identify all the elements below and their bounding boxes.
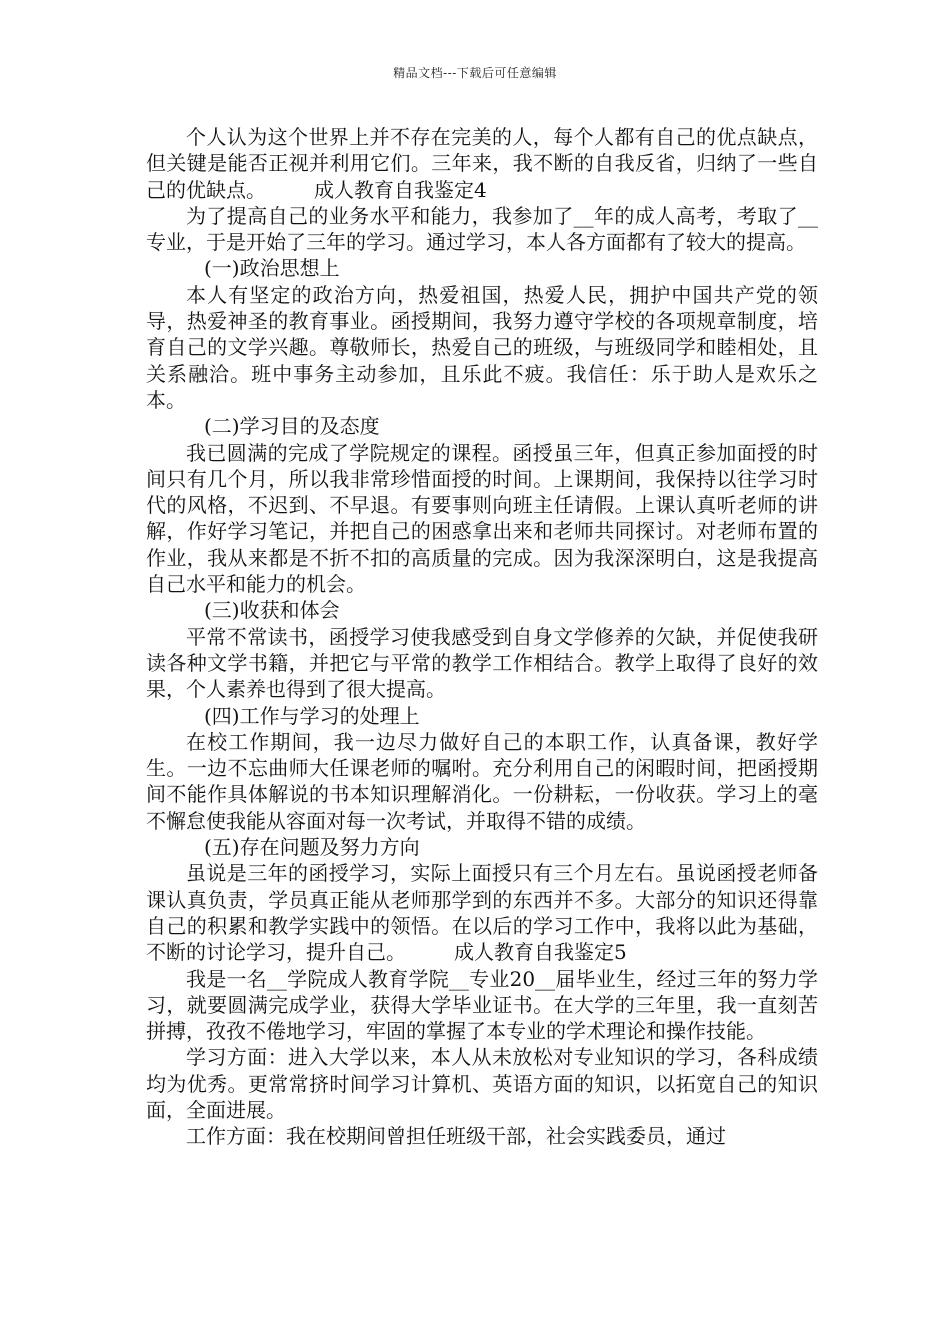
heading-work-study: (四)工作与学习的处理上 [204,703,420,728]
document-body [146,124,818,1150]
paragraph-graduate: 我是一名__学院成人教育学院__专业20__届毕业生，经过三年的努力学习，就要圆满完成学业，获得大学毕业证书。在大学的三年里，我一直刻苦拼搏，孜孜不倦地学习，牢固的掌握了本专业的学术理论和操作技能。 [146,966,818,1044]
heading-problems: (五)存在问题及努力方向 [204,835,420,860]
paragraph-politics: 本人有坚定的政治方向，热爱祖国，热爱人民，拥护中国共产党的领导，热爱神圣的教育事业。函授期间，我努力遵守学校的各项规章制度，培育自己的文学兴趣。尊敬师长，热爱自己的班级，与班级同学和睦相处，且关系融洽。班中事务主动参加，且乐此不疲。我信任：乐于助人是欢乐之本。 [146,282,818,412]
paragraph-problems [146,860,818,965]
heading-study-attitude: (二)学习目的及态度 [204,414,380,439]
paragraph-work-study: 在校工作期间，我一边尽力做好自己的本职工作，认真备课，教好学生。一边不忘曲师大任课老师的嘱咐。充分利用自己的闲暇时间，把函授期间不能作具体解说的书本知识理解消化。一份耕耘，一份收获。学习上的毫不懈怠使我能从容面对每一次考试，并取得不错的成绩。 [146,729,818,833]
paragraph-intro [146,124,818,203]
page-header: 精品文档---下载后可任意编辑 [393,66,557,80]
section-title-4: 成人教育自我鉴定4 [314,177,487,202]
paragraph-intro-text: 个人认为这个世界上并不存在完美的人，每个人都有自己的优点缺点，但关键是能否正视并利用它们。三年来，我不断的自我反省，归纳了一些自己的优缺点。 [146,125,818,202]
paragraph-work: 工作方面：我在校期间曾担任班级干部，社会实践委员，通过 [186,1124,726,1149]
section-title-5: 成人教育自我鉴定5 [454,940,627,965]
paragraph-study: 学习方面：进入大学以来，本人从未放松对专业知识的学习，各科成绩均为优秀。更常常挤时间学习计算机、英语方面的知识，以拓宽自己的知识面，全面进展。 [146,1045,818,1122]
paragraph-gains: 平常不常读书，函授学习使我感受到自身文学修养的欠缺，并促使我研读各种文学书籍，并把它与平常的教学工作相结合。教学上取得了良好的效果，个人素养也得到了很大提高。 [146,624,818,702]
paragraph-study-attitude: 我已圆满的完成了学院规定的课程。函授虽三年，但真正参加面授的时间只有几个月，所以我非常珍惜面授的时间。上课期间，我保持以往学习时代的风格，不迟到、不早退。有要事则向班主任请假。上课认真听老师的讲解，作好学习笔记，并把自己的困惑拿出来和老师共同探讨。对老师布置的作业，我从来都是不折不扣的高质量的完成。因为我深深明白，这是我提高自己水平和能力的机会。 [146,440,818,597]
heading-politics: (一)政治思想上 [204,256,340,281]
paragraph-exam: 为了提高自己的业务水平和能力，我参加了__年的成人高考，考取了__专业，于是开始了三年的学习。通过学习，本人各方面都有了较大的提高。 [146,203,818,255]
heading-gains: (三)收获和体会 [204,598,340,623]
paragraph-problems-text: 虽说是三年的函授学习，实际上面授只有三个月左右。虽说函授老师备课认真负责，学员真正能从老师那学到的东西并不多。大部分的知识还得靠自己的积累和教学实践中的领悟。在以后的学习工作中，我将以此为基础，不断的讨论学习，提升自己。 [146,861,818,965]
